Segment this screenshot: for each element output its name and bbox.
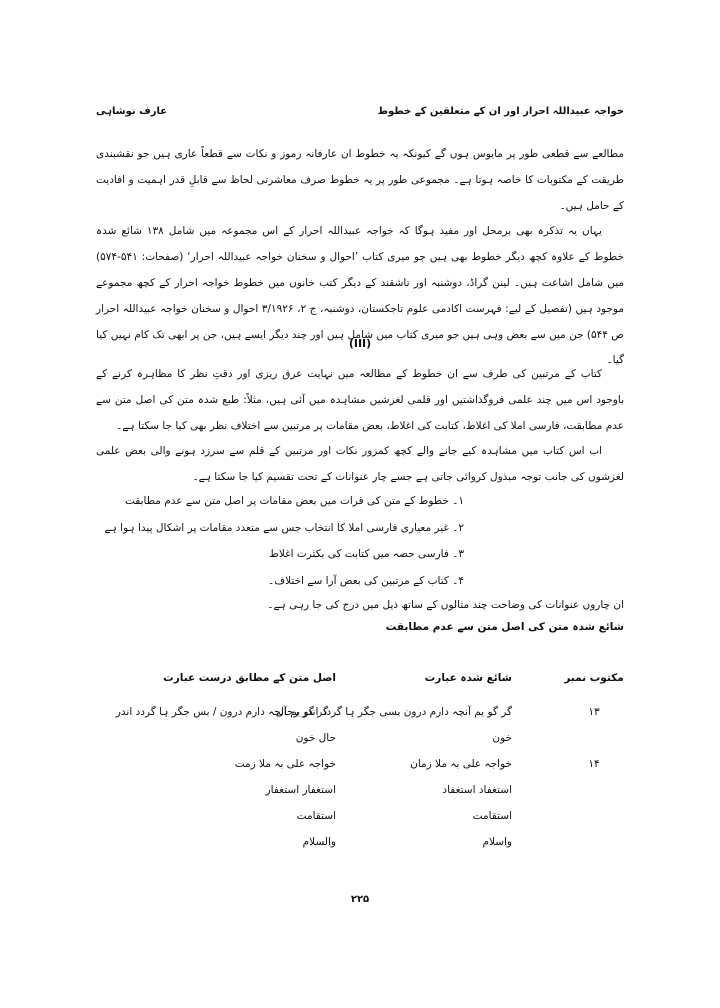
- comparison-table: [96, 672, 624, 862]
- list-item: ۲۔ غیر معیاری فارسی املا کا انتخاب جس سے متعدد مقامات پر اشکال پیدا ہوا ہے: [104, 521, 464, 534]
- cell-number: ۱۳: [588, 706, 600, 718]
- paragraph-1: مطالعے سے قطعی طور پر مایوس ہوں گے کیونکہ یہ خطوط ان عارفانہ رموز و نکات سے قطعاً عاری ہیں جو نقشبندی طریقت کے مکتوبات کا خاصہ ہوتا ہے۔ مجموعی طور پر یہ خطوط صرف معاشرتی لحاظ سے قابلِ قدر اہمیت و افادیت کے حامل ہیں۔: [96, 148, 624, 212]
- paragraph-3: کتاب کے مرتبین کی طرف سے ان خطوط کے مطالعہ میں نہایت عرق ریزی اور دقتِ نظر کا مظاہرہ کرنے کے باوجود اس میں چند علمی فروگذاشتیں اور قلمی لغزشیں مشاہدہ میں آئی ہیں، مثلاً: طبع شدہ متن کی اصل متن سے عدم مطابقت، فارسی املا کی اغلاط، کتابت کی اغلاط، بعض مقامات پر مرتبین سے اختلاف نظر بھی کیا جا سکتا ہے۔: [96, 368, 624, 432]
- paragraph-4: اب اس کتاب میں مشاہدہ کیے جانے والے کچھ کمزور نکات اور مرتبین کے قلم سے سرزد ہونے والی بعض علمی لغزشوں کی جانب توجہ مبذول کروائی جاتی ہے جسے چار عنوانات کے تحت تقسیم کیا جا سکتا ہے۔: [96, 445, 624, 484]
- after-list: [96, 594, 624, 638]
- cell-published: خون: [492, 732, 512, 744]
- list-item: ۱۔ خطوط کے متن کی قرات میں بعض مقامات پر اصل متن سے عدم مطابقت: [124, 495, 464, 507]
- table-row: [96, 706, 624, 732]
- cell-number: ۱۴: [588, 758, 600, 770]
- section-heading: (III): [348, 337, 372, 350]
- cell-published: گر گو یم آنچہ دارم درون بسی جگر ہا گردد اندر رحال: [276, 706, 512, 718]
- cell-corrected: خواجہ علی بہ ملا زمت: [234, 758, 336, 770]
- cell-corrected: گر گو یم آنچہ دارم درون / بس جگر ہا گردد اندر: [115, 706, 328, 718]
- issue-list: [96, 488, 624, 594]
- table-row: [96, 836, 624, 862]
- table-header-row: [96, 672, 624, 698]
- header-title: خواجہ عبیداللہ احرار اور ان کے متعلقین کے خطوط: [377, 106, 624, 117]
- header-author: عارف نوشاہی: [96, 106, 168, 117]
- list-item: ۳۔ فارسی حصہ میں کتابت کی بکثرت اغلاط: [269, 548, 464, 560]
- subheading: شائع شدہ متن کی اصل متن سے عدم مطابقت: [385, 621, 624, 633]
- cell-published: استغفاد استغفاد: [442, 784, 512, 796]
- table-row: [96, 810, 624, 836]
- page-number: ۲۲۵: [350, 894, 370, 905]
- closing-line: ان چاروں عنوانات کی وضاحت چند مثالوں کے ساتھ ذیل میں درج کی جا رہی ہے۔: [267, 599, 624, 611]
- body-section-2: [96, 362, 624, 491]
- cell-published: خواجہ علی بہ ملا زمان: [410, 758, 512, 770]
- cell-corrected: استقامت: [296, 810, 336, 822]
- cell-published: استقامت: [472, 810, 512, 822]
- table-row: [96, 784, 624, 810]
- cell-published: واسلام: [482, 836, 512, 848]
- header-published: شائع شدہ عبارت: [424, 672, 512, 684]
- paragraph-2: یہاں یہ تذکرہ بھی برمحل اور مفید ہوگا کہ خواجہ عبیداللہ احرار کے اس مجموعہ میں شامل ۱۳۸ شائع شدہ خطوط کے علاوہ کچھ دیگر خطوط بھی ہیں جو میری کتاب ’احوال و سخنان خواجہ عبیداللہ احرار‘ (صفحات: ۵۴۱-۵۷۴) میں شامل اشاعت ہیں۔ لینن گراڈ، دوشنبہ اور تاشقند کے دیگر کتب خانوں میں خطوط خواجہ احرار کے کچھ مجموعے موجود ہیں (تفصیل کے لیے: فہرست اکادمی علوم تاجکستان، دوشنبہ، ج ۲، ۳/۱۹۲۶ احوال و سخنان خواجہ عبیداللہ احرار ص ۵۴۴) جن میں سے بعض وہی ہیں جو میری کتاب میں شامل ہیں اور چند دیگر ایسے ہیں، جن پر ابھی تک کام نہیں کیا گیا۔: [96, 225, 624, 367]
- table-row: [96, 732, 624, 758]
- header-number: مکتوب نمبر: [564, 672, 624, 684]
- table-row: [96, 758, 624, 784]
- list-item: ۴۔ کتاب کے مرتبین کی بعض آرا سے اختلاف۔: [268, 574, 464, 587]
- cell-corrected: استغفار استغفار: [265, 784, 336, 796]
- header-corrected: اصل متن کے مطابق درست عبارت: [163, 672, 336, 684]
- cell-corrected: حال خون: [295, 732, 336, 744]
- running-header: [96, 106, 624, 126]
- cell-corrected: والسلام: [302, 836, 336, 848]
